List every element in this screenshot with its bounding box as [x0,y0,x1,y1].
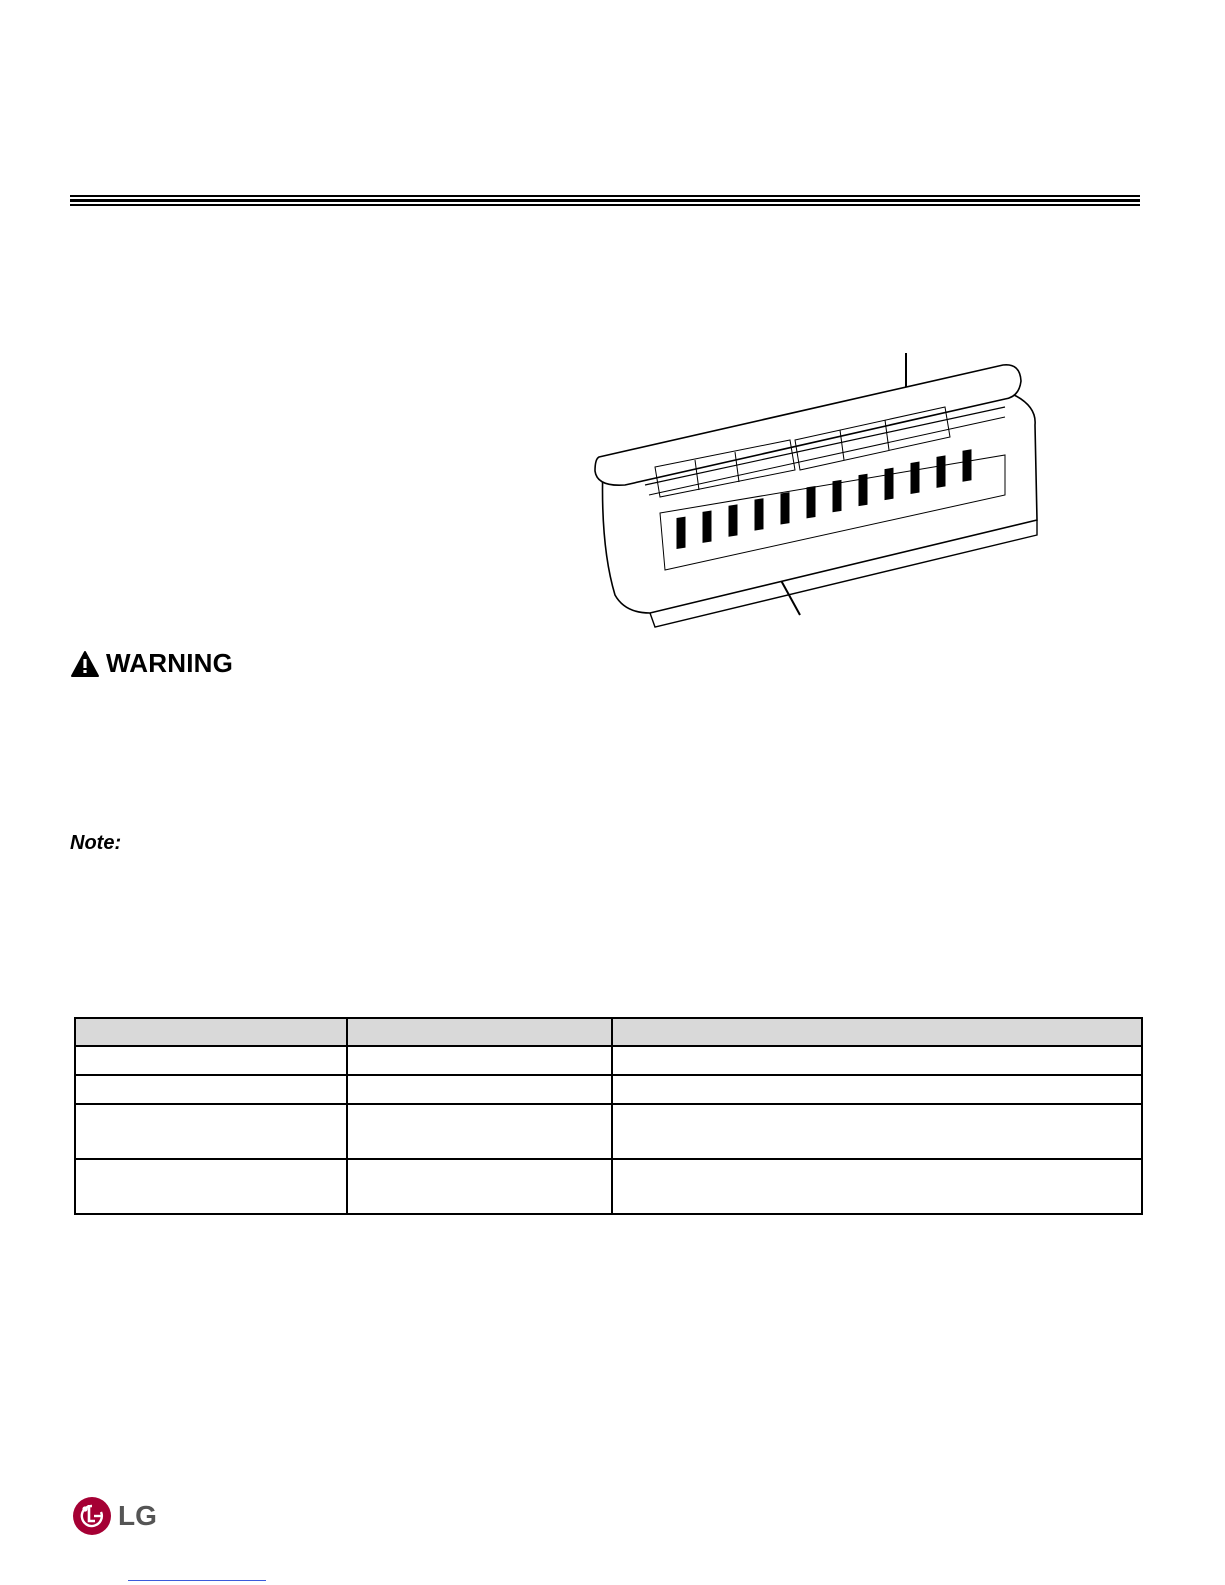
table-cell [612,1046,1142,1075]
table-header-cell [347,1018,612,1046]
header-rule-bottom [70,204,1140,206]
table-cell [75,1104,347,1159]
table-header-row [75,1018,1142,1046]
warning-label: WARNING [106,648,234,678]
indoor-unit-illustration [585,345,1045,630]
header-rule-middle [70,199,1140,202]
spec-table [74,1017,1143,1215]
table-row [75,1046,1142,1075]
table-row [75,1104,1142,1159]
table-row [75,1075,1142,1104]
table-cell [612,1104,1142,1159]
lg-logo-text: LG [118,1500,157,1531]
table-cell [612,1075,1142,1104]
table-cell [75,1046,347,1075]
table-row [75,1159,1142,1214]
warning-triangle-icon [70,650,100,678]
table-cell [347,1046,612,1075]
table-header-cell [612,1018,1142,1046]
table-cell [75,1159,347,1214]
lg-face-logo-icon [72,1496,112,1536]
table-cell [347,1075,612,1104]
table-cell [347,1159,612,1214]
note-label: Note: [70,832,122,854]
table-cell [347,1104,612,1159]
header-rule-top [70,195,1140,197]
table-cell [75,1075,347,1104]
footer-link-underline[interactable] [128,1580,266,1581]
table-header-cell [75,1018,347,1046]
table-cell [612,1159,1142,1214]
lg-logo [72,1496,157,1536]
warning-heading [70,648,233,679]
